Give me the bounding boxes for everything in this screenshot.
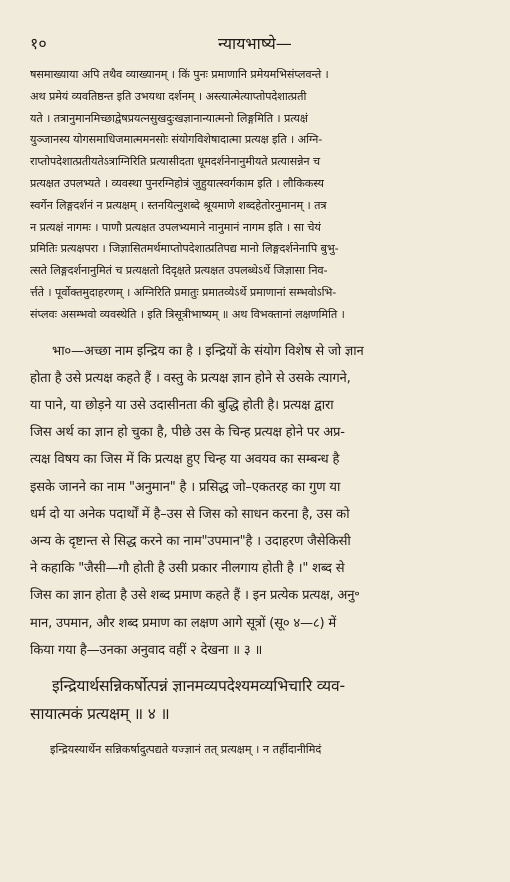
text-line: इन्द्रियस्यार्थेन सन्निकर्षादुत्पद्यते यज्ज्ञानं तत् प्रत्यक्षम् । न तर्हीदानीमिदं — [50, 743, 322, 756]
text-line: स्वर्गेन लिङ्गदर्शनं न प्रत्यक्षम् । स्तनयित्नुशब्दे श्रूयमाणे शब्दहेतोरनुमानम् । तत्र — [30, 198, 327, 212]
text-line: प्रत्यक्षत उपलभ्यते । व्यवस्था पुनरग्निहोत्रं जुहुयात्स्वर्गकाम इति । लौकिकस्य — [30, 176, 324, 190]
text-line: जिस अर्थ का ज्ञान हो चुका है, पीछे उस के चिन्ह प्रत्यक्ष होने पर अप्र- — [30, 425, 345, 441]
text-line: ने कहाकि "जैसी—गौ होती है उसी प्रकार नीलगाय होती है ।" शब्द से — [30, 561, 345, 577]
text-line: युञ्जानस्य योगसमाधिजमात्ममनसोः संयोगविशेषादात्मा प्रत्यक्ष इति । अग्नि- — [30, 133, 323, 147]
text-line: षसमाख्याया अपि तथैव व्याख्यानम् । किं पुनः प्रमाणानि प्रमेयमभिसंप्लवन्ते । — [30, 68, 329, 81]
sutra-line: सायात्मकं प्रत्यक्षम् ॥ ४ ॥ — [30, 705, 170, 723]
sutra-line: इन्द्रियार्थसन्निकर्षोत्पन्नं ज्ञानमव्यपदेश्यमव्यभिचारि व्यव- — [52, 677, 345, 695]
text-line: भा०—अच्छा नाम इन्द्रिय का है । इन्द्रियों के संयोग विशेष से जो ज्ञान — [52, 343, 364, 359]
text-line: अन्य के दृष्टान्त से सिद्ध करने का नाम"उपमान"है । उदाहरण जैसेकिसी — [30, 533, 351, 549]
text-line: त्यक्ष विषय का जिस में कि प्रत्यक्ष हुए चिन्ह या अवयव का सम्बन्ध है — [30, 452, 340, 468]
text-line: किया गया है—उनका अनुवाद वहीं २ देखना ॥ ३ ॥ — [30, 642, 263, 658]
text-line: र्त्तते । पूर्वोक्तमुदाहरणम् । अग्निरिति प्रमातुः प्रमातव्येऽर्थे प्रमाणानां सम्भवोऽभि- — [30, 285, 337, 299]
text-line: त्सते लिङ्गदर्शनानुमितं च प्रत्यक्षतो दिदृक्षते प्रत्यक्षत उपलब्धेऽर्थे जिज्ञासा निव- — [30, 264, 328, 278]
sutra-block — [30, 672, 482, 728]
page-header — [30, 32, 482, 62]
text-line: न प्रत्यक्षं नागमः । पाणौ प्रत्यक्षत उपलभ्यमाने नानुमानं नागम इति । सा चेयं — [30, 220, 321, 234]
text-line: यते । तत्रानुमानमिच्छाद्वेषप्रयत्नसुखदुःखज्ञानान्यात्मनो लिङ्गमिति । प्रत्यक्षं — [30, 111, 308, 125]
text-line: या पाने, या छोड़ने या उसे उदासीनता की बुद्धि होती है। प्रत्यक्ष द्वारा — [30, 397, 334, 413]
text-line: प्रमितिः प्रत्यक्षपरा । जिज्ञासितमर्थमाप्तोपदेशात्प्रतिपद्य मानो लिङ्गदर्शनेनापि बुभु- — [30, 242, 339, 256]
text-line: मान, उपमान, और शब्द प्रमाण का लक्षण आगे सूत्रों (सू० ४—८) में — [30, 615, 337, 631]
sanskrit-bhashya-block — [30, 64, 482, 326]
running-title: न्यायभाष्ये— — [218, 34, 292, 53]
page-number: १० — [30, 34, 47, 53]
text-line: संप्लवः असम्भवो व्यवस्थेति । इति त्रिसूत्रीभाष्यम् ॥ अथ विभक्तानां लक्षणमिति । — [30, 307, 345, 321]
text-line: इसके जानने का नाम "अनुमान" है । प्रसिद्ध जो–एकतरह का गुण या — [30, 479, 341, 495]
text-line: अथ प्रमेयं व्यवतिष्ठन्त इति उभयथा दर्शनम् । अस्त्यात्मेत्याप्तोपदेशात्प्रती — [30, 89, 307, 103]
sanskrit-bhashya-continuation — [30, 740, 482, 760]
text-line: राप्तोपदेशात्प्रतीयतेऽत्राग्निरिति प्रत्यासीदता धूमदर्शनेनानुमीयते प्रत्यासन्नेन च — [30, 155, 320, 169]
text-line: होता है उसे प्रत्यक्ष कहते हैं । वस्तु के प्रत्यक्ष ज्ञान होने से उसके त्यागने, — [30, 370, 351, 386]
hindi-translation-block — [30, 338, 482, 664]
text-line: धर्म दो या अनेक पदार्थों में है–उस से जिस को साधन करना है, उस को — [30, 506, 350, 522]
text-line: जिस का ज्ञान होता है उसे शब्द प्रमाण कहते हैं । इन प्रत्येक प्रत्यक्ष, अनु॰ — [30, 588, 360, 604]
